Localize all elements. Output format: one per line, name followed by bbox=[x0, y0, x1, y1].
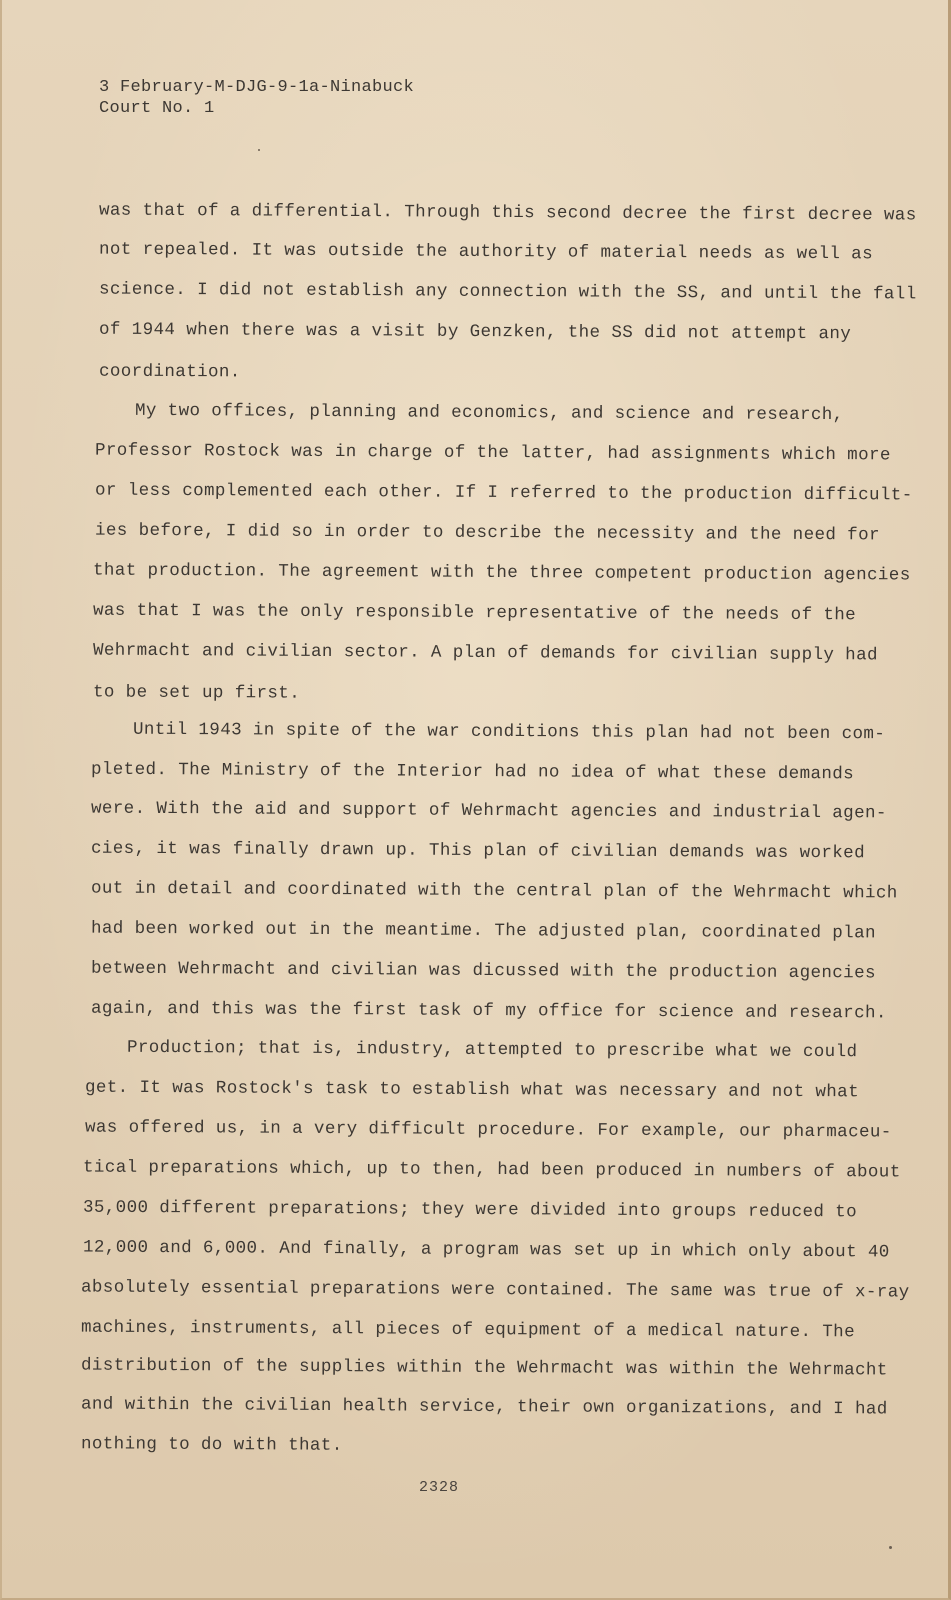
text-line: Wehrmacht and civilian sector. A plan of demands for civilian supply had bbox=[92, 640, 878, 666]
text-line: out in detail and coordinated with the central plan of the Wehrmacht which bbox=[90, 878, 898, 904]
text-line: to be set up first. bbox=[92, 682, 301, 704]
paper-speck bbox=[258, 149, 260, 151]
text-line: My two offices, planning and economics, and science and research, bbox=[134, 400, 844, 426]
text-line: or less complemented each other. If I referred to the production difficult- bbox=[94, 480, 913, 506]
text-line: tical preparations which, up to then, had been produced in numbers of about bbox=[82, 1157, 901, 1183]
text-line: was that I was the only responsible representative of the needs of the bbox=[92, 600, 857, 626]
text-line: and within the civilian health service, their own organizations, and I had bbox=[80, 1394, 888, 1420]
text-line: absolutely essential preparations were contained. The same was true of x-ray bbox=[80, 1277, 910, 1303]
text-line: had been worked out in the meantime. The adjusted plan, coordinated plan bbox=[90, 918, 876, 944]
text-line: nothing to do with that. bbox=[80, 1434, 343, 1456]
text-line: was offered us, in a very difficult procedure. For example, our pharmaceu- bbox=[84, 1117, 892, 1143]
text-line: cies, it was finally drawn up. This plan of civilian demands was worked bbox=[90, 838, 866, 864]
text-line: 35,000 different preparations; they were divided into groups reduced to bbox=[82, 1197, 858, 1223]
text-line: between Wehrmacht and civilian was dicussed with the production agencies bbox=[90, 958, 876, 984]
text-line: was that of a differential. Through this second decree the first decree was bbox=[98, 200, 917, 226]
text-line: Production; that is, industry, attempted to prescribe what we could bbox=[126, 1037, 858, 1063]
text-line: not repealed. It was outside the authority of material needs as well as bbox=[98, 239, 874, 265]
document-header bbox=[99, 77, 414, 119]
text-line: pleted. The Ministry of the Interior had no idea of what these demands bbox=[90, 759, 855, 785]
text-line: coordination. bbox=[98, 361, 241, 383]
text-line: Professor Rostock was in charge of the latter, had assignments which more bbox=[94, 440, 891, 466]
text-line: science. I did not establish any connection with the SS, and until the fall bbox=[98, 279, 917, 305]
text-line: of 1944 when there was a visit by Genzken, the SS did not attempt any bbox=[98, 319, 852, 345]
header-date-reference: 3 February-M-DJG-9-1a-Ninabuck bbox=[99, 78, 415, 97]
text-line: were. With the aid and support of Wehrmacht agencies and industrial agen- bbox=[90, 798, 887, 824]
text-line: Until 1943 in spite of the war conditions this plan had not been com- bbox=[132, 719, 886, 745]
header-court-number: Court No. 1 bbox=[99, 99, 215, 118]
text-line: 12,000 and 6,000. And finally, a program was set up in which only about 40 bbox=[82, 1237, 890, 1263]
text-line: distribution of the supplies within the Wehrmacht was within the Wehrmacht bbox=[80, 1355, 888, 1381]
page-number: 2328 bbox=[419, 1479, 460, 1496]
text-line: again, and this was the first task of my office for science and research. bbox=[90, 998, 887, 1024]
text-line: get. It was Rostock's task to establish what was necessary and not what bbox=[84, 1077, 860, 1103]
text-line: ies before, I did so in order to describe the necessity and the need for bbox=[94, 520, 880, 546]
paper-speck bbox=[889, 1546, 892, 1549]
text-line: that production. The agreement with the three competent production agencies bbox=[92, 560, 911, 586]
text-line: machines, instruments, all pieces of equipment of a medical nature. The bbox=[80, 1317, 856, 1343]
